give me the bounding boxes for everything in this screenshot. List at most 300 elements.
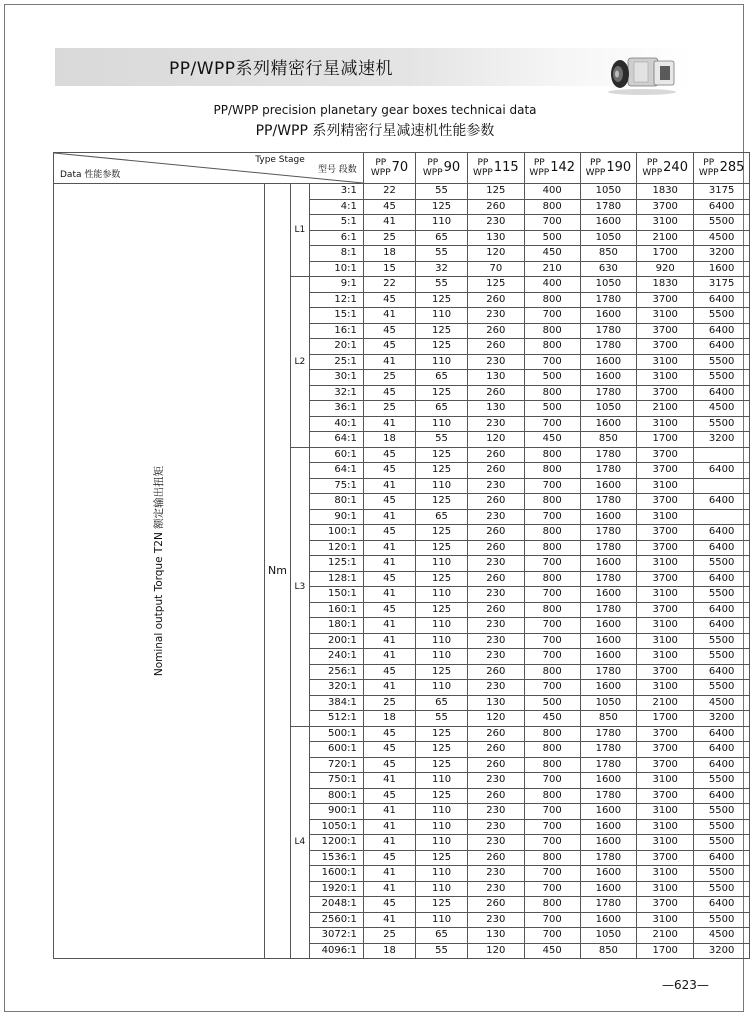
ratio-cell: 1200:1 [310, 835, 364, 851]
ratio-cell: 320:1 [310, 680, 364, 696]
torque-cell: 6400 [694, 494, 750, 510]
torque-cell: 230 [467, 912, 524, 928]
torque-cell: 1600 [580, 804, 637, 820]
torque-cell: 1600 [580, 773, 637, 789]
torque-cell: 1600 [580, 478, 637, 494]
torque-cell: 260 [467, 525, 524, 541]
torque-cell: 1600 [580, 556, 637, 572]
ratio-cell: 1920:1 [310, 881, 364, 897]
ratio-cell: 3072:1 [310, 928, 364, 944]
torque-cell: 800 [524, 897, 580, 913]
torque-cell: 230 [467, 773, 524, 789]
torque-cell: 3200 [694, 711, 750, 727]
torque-cell: 6400 [694, 540, 750, 556]
torque-cell: 41 [363, 618, 415, 634]
torque-cell: 45 [363, 602, 415, 618]
torque-cell: 1600 [580, 308, 637, 324]
torque-cell: 110 [416, 556, 468, 572]
torque-cell: 45 [363, 199, 415, 215]
torque-cell: 1050 [580, 230, 637, 246]
torque-cell: 130 [467, 695, 524, 711]
torque-cell: 3100 [637, 912, 694, 928]
torque-cell: 125 [416, 199, 468, 215]
torque-cell: 110 [416, 819, 468, 835]
torque-cell: 110 [416, 680, 468, 696]
ratio-cell: 80:1 [310, 494, 364, 510]
torque-cell: 1600 [580, 835, 637, 851]
torque-cell: 1780 [580, 494, 637, 510]
torque-cell: 3100 [637, 509, 694, 525]
torque-cell: 800 [524, 323, 580, 339]
torque-cell: 1600 [580, 587, 637, 603]
torque-cell: 41 [363, 215, 415, 231]
stage-cell [290, 184, 309, 277]
torque-cell: 260 [467, 726, 524, 742]
model-size: 115 [493, 160, 519, 175]
torque-cell: 125 [416, 447, 468, 463]
torque-cell: 125 [416, 540, 468, 556]
parameter-cell [54, 184, 265, 959]
torque-cell: 110 [416, 416, 468, 432]
torque-cell: 45 [363, 525, 415, 541]
torque-cell: 230 [467, 633, 524, 649]
torque-cell: 800 [524, 571, 580, 587]
torque-cell: 65 [416, 401, 468, 417]
torque-cell: 230 [467, 649, 524, 665]
torque-cell: 110 [416, 618, 468, 634]
torque-cell: 800 [524, 525, 580, 541]
torque-cell: 18 [363, 943, 415, 959]
torque-cell: 41 [363, 881, 415, 897]
torque-cell: 6400 [694, 339, 750, 355]
torque-cell: 6400 [694, 323, 750, 339]
torque-cell: 850 [580, 246, 637, 262]
torque-cell: 1780 [580, 897, 637, 913]
torque-cell: 1780 [580, 664, 637, 680]
torque-cell: 130 [467, 928, 524, 944]
torque-cell: 45 [363, 447, 415, 463]
torque-cell: 125 [416, 726, 468, 742]
torque-cell: 1600 [580, 354, 637, 370]
torque-cell: 6400 [694, 199, 750, 215]
torque-cell: 18 [363, 432, 415, 448]
unit-cell [265, 184, 290, 959]
torque-cell: 800 [524, 664, 580, 680]
torque-cell: 3100 [637, 866, 694, 882]
torque-cell: 800 [524, 850, 580, 866]
torque-cell: 5500 [694, 633, 750, 649]
torque-cell: 700 [524, 618, 580, 634]
ratio-cell: 12:1 [310, 292, 364, 308]
torque-cell: 41 [363, 835, 415, 851]
torque-cell: 230 [467, 416, 524, 432]
torque-cell: 700 [524, 804, 580, 820]
torque-cell: 2100 [637, 230, 694, 246]
torque-cell: 45 [363, 323, 415, 339]
torque-cell: 450 [524, 432, 580, 448]
model-size: 142 [550, 160, 576, 175]
ratio-cell: 64:1 [310, 432, 364, 448]
torque-cell: 1700 [637, 246, 694, 262]
torque-cell: 1780 [580, 757, 637, 773]
torque-cell: 450 [524, 943, 580, 959]
ratio-cell: 900:1 [310, 804, 364, 820]
torque-cell: 500 [524, 230, 580, 246]
torque-cell: 230 [467, 556, 524, 572]
torque-cell: 4500 [694, 230, 750, 246]
stage-cell [290, 277, 309, 448]
torque-cell: 260 [467, 494, 524, 510]
torque-cell: 700 [524, 835, 580, 851]
ratio-cell: 60:1 [310, 447, 364, 463]
model-prefix-wpp: WPP [473, 168, 493, 178]
model-prefix-wpp: WPP [370, 168, 391, 178]
torque-cell: 125 [416, 323, 468, 339]
torque-cell: 3700 [637, 494, 694, 510]
torque-cell: 1600 [580, 866, 637, 882]
torque-cell: 230 [467, 819, 524, 835]
torque-cell: 800 [524, 447, 580, 463]
model-size: 240 [663, 160, 688, 175]
torque-cell: 120 [467, 943, 524, 959]
torque-cell: 125 [416, 788, 468, 804]
stage-cell [290, 726, 309, 959]
unit-label: Nm [268, 564, 287, 577]
model-header [364, 158, 415, 178]
page-number: —623— [662, 978, 709, 992]
torque-cell: 5500 [694, 680, 750, 696]
torque-cell: 3100 [637, 773, 694, 789]
torque-cell: 110 [416, 881, 468, 897]
torque-cell: 3100 [637, 556, 694, 572]
torque-cell: 45 [363, 339, 415, 355]
torque-cell: 1050 [580, 695, 637, 711]
model-prefix-pp: PP [477, 158, 489, 168]
torque-cell: 41 [363, 866, 415, 882]
torque-cell: 110 [416, 804, 468, 820]
torque-cell: 6400 [694, 463, 750, 479]
ratio-cell: 160:1 [310, 602, 364, 618]
torque-cell: 25 [363, 230, 415, 246]
model-prefix-pp: PP [703, 158, 715, 168]
torque-cell: 6400 [694, 385, 750, 401]
ratio-cell: 1536:1 [310, 850, 364, 866]
ratio-cell: 1050:1 [310, 819, 364, 835]
ratio-cell: 15:1 [310, 308, 364, 324]
torque-cell: 800 [524, 540, 580, 556]
ratio-cell: 2048:1 [310, 897, 364, 913]
torque-cell: 1780 [580, 788, 637, 804]
torque-cell: 260 [467, 742, 524, 758]
torque-cell: 1780 [580, 385, 637, 401]
torque-cell: 3100 [637, 478, 694, 494]
torque-cell: 230 [467, 478, 524, 494]
torque-cell: 260 [467, 385, 524, 401]
subtitle-english: PP/WPP precision planetary gear boxes technicai data [213, 103, 537, 117]
torque-cell: 5500 [694, 308, 750, 324]
torque-cell: 130 [467, 230, 524, 246]
torque-cell: 260 [467, 602, 524, 618]
torque-cell: 5500 [694, 773, 750, 789]
torque-cell: 41 [363, 912, 415, 928]
torque-cell: 41 [363, 587, 415, 603]
torque-cell: 41 [363, 633, 415, 649]
torque-cell: 110 [416, 587, 468, 603]
model-header [694, 158, 749, 178]
ratio-cell: 6:1 [310, 230, 364, 246]
torque-cell: 230 [467, 587, 524, 603]
torque-cell: 1780 [580, 463, 637, 479]
torque-cell: 1050 [580, 401, 637, 417]
torque-cell: 125 [416, 664, 468, 680]
model-size: 190 [606, 160, 632, 175]
torque-cell: 130 [467, 370, 524, 386]
torque-cell: 700 [524, 819, 580, 835]
torque-cell: 5500 [694, 354, 750, 370]
torque-cell: 1600 [580, 509, 637, 525]
torque-cell: 230 [467, 866, 524, 882]
type-stage-label: Type Stage [255, 155, 305, 165]
torque-cell: 65 [416, 370, 468, 386]
torque-cell: 6400 [694, 525, 750, 541]
torque-cell: 110 [416, 478, 468, 494]
torque-cell: 15 [363, 261, 415, 277]
torque-cell: 45 [363, 788, 415, 804]
torque-cell: 1780 [580, 447, 637, 463]
torque-cell: 41 [363, 680, 415, 696]
torque-cell: 45 [363, 726, 415, 742]
torque-cell: 3700 [637, 664, 694, 680]
model-header [525, 158, 580, 178]
torque-cell: 4500 [694, 928, 750, 944]
torque-cell: 1700 [637, 432, 694, 448]
torque-cell: 260 [467, 292, 524, 308]
torque-cell: 125 [416, 742, 468, 758]
torque-cell: 45 [363, 385, 415, 401]
torque-cell: 6400 [694, 850, 750, 866]
torque-cell: 125 [416, 292, 468, 308]
model-prefix-pp: PP [646, 158, 658, 168]
ratio-cell: 20:1 [310, 339, 364, 355]
ratio-cell: 100:1 [310, 525, 364, 541]
torque-cell: 3700 [637, 463, 694, 479]
model-prefix-pp: PP [590, 158, 601, 168]
torque-cell: 230 [467, 804, 524, 820]
torque-cell: 120 [467, 711, 524, 727]
ratio-cell: 125:1 [310, 556, 364, 572]
torque-cell: 3200 [694, 943, 750, 959]
torque-cell: 260 [467, 199, 524, 215]
torque-cell: 700 [524, 478, 580, 494]
model-size: 70 [391, 160, 409, 175]
torque-cell: 55 [416, 277, 468, 293]
torque-cell: 1050 [580, 184, 637, 200]
torque-cell: 5500 [694, 416, 750, 432]
torque-cell: 450 [524, 711, 580, 727]
torque-cell: 45 [363, 757, 415, 773]
torque-cell: 800 [524, 339, 580, 355]
torque-cell: 6400 [694, 788, 750, 804]
torque-cell: 1600 [580, 633, 637, 649]
torque-cell: 22 [363, 277, 415, 293]
torque-cell: 6400 [694, 571, 750, 587]
ratio-cell: 500:1 [310, 726, 364, 742]
torque-cell: 45 [363, 463, 415, 479]
torque-cell: 6400 [694, 897, 750, 913]
torque-cell: 1600 [580, 819, 637, 835]
model-prefix [642, 158, 662, 178]
torque-cell: 5500 [694, 912, 750, 928]
model-header [581, 158, 637, 178]
torque-cell: 2100 [637, 928, 694, 944]
torque-cell: 3700 [637, 850, 694, 866]
torque-cell: 3700 [637, 757, 694, 773]
gearbox-product-image [602, 52, 682, 96]
torque-cell: 3100 [637, 308, 694, 324]
model-prefix [473, 158, 493, 178]
model-prefix [529, 158, 549, 178]
torque-cell: 260 [467, 850, 524, 866]
torque-cell: 1780 [580, 571, 637, 587]
model-prefix-wpp: WPP [529, 168, 550, 178]
torque-cell: 260 [467, 540, 524, 556]
torque-cell: 1050 [580, 928, 637, 944]
model-prefix-wpp: WPP [422, 168, 443, 178]
torque-cell: 55 [416, 184, 468, 200]
torque-cell: 41 [363, 308, 415, 324]
torque-cell: 22 [363, 184, 415, 200]
stage-cell [290, 447, 309, 726]
torque-cell: 800 [524, 463, 580, 479]
torque-cell: 125 [416, 602, 468, 618]
ratio-cell: 75:1 [310, 478, 364, 494]
torque-cell: 3700 [637, 292, 694, 308]
ratio-cell: 36:1 [310, 401, 364, 417]
torque-cell: 3200 [694, 432, 750, 448]
torque-cell: 850 [580, 432, 637, 448]
torque-cell: 55 [416, 943, 468, 959]
banner-title: PP/WPP系列精密行星减速机 [169, 59, 394, 79]
torque-cell: 1600 [580, 370, 637, 386]
torque-cell: 3100 [637, 804, 694, 820]
torque-cell: 45 [363, 897, 415, 913]
torque-cell: 3700 [637, 323, 694, 339]
torque-cell: 4500 [694, 695, 750, 711]
torque-cell: 45 [363, 494, 415, 510]
ratio-cell: 30:1 [310, 370, 364, 386]
torque-cell: 700 [524, 773, 580, 789]
torque-cell: 45 [363, 292, 415, 308]
torque-cell: 3100 [637, 649, 694, 665]
torque-cell: 1780 [580, 199, 637, 215]
ratio-cell: 150:1 [310, 587, 364, 603]
torque-cell: 1780 [580, 525, 637, 541]
ratio-cell: 3:1 [310, 184, 364, 200]
torque-cell: 6400 [694, 618, 750, 634]
model-prefix-pp: PP [375, 158, 387, 168]
torque-cell: 55 [416, 246, 468, 262]
model-prefix [371, 158, 391, 178]
torque-cell: 3100 [637, 819, 694, 835]
ratio-cell: 90:1 [310, 509, 364, 525]
torque-cell [694, 447, 750, 463]
subtitle-chinese: PP/WPP 系列精密行星减速机性能参数 [255, 123, 495, 139]
torque-cell: 1780 [580, 323, 637, 339]
torque-cell [694, 509, 750, 525]
torque-cell: 2100 [637, 401, 694, 417]
torque-cell: 260 [467, 463, 524, 479]
torque-cell: 260 [467, 447, 524, 463]
torque-cell: 41 [363, 416, 415, 432]
torque-cell: 65 [416, 509, 468, 525]
torque-cell: 230 [467, 881, 524, 897]
torque-cell: 3100 [637, 416, 694, 432]
ratio-cell: 25:1 [310, 354, 364, 370]
torque-cell: 1780 [580, 850, 637, 866]
torque-cell: 110 [416, 354, 468, 370]
torque-cell: 3100 [637, 633, 694, 649]
torque-cell: 3700 [637, 726, 694, 742]
type-stage-label-cn: 型号 段数 [317, 165, 357, 175]
torque-cell: 18 [363, 711, 415, 727]
torque-cell: 850 [580, 711, 637, 727]
torque-cell: 110 [416, 649, 468, 665]
torque-cell: 1600 [580, 912, 637, 928]
torque-cell: 18 [363, 246, 415, 262]
torque-cell: 3175 [694, 277, 750, 293]
torque-cell: 500 [524, 695, 580, 711]
torque-cell: 210 [524, 261, 580, 277]
torque-cell: 700 [524, 308, 580, 324]
torque-cell: 260 [467, 664, 524, 680]
torque-cell: 3700 [637, 385, 694, 401]
torque-cell: 1600 [580, 618, 637, 634]
model-header-cell [467, 153, 524, 184]
torque-cell: 1600 [580, 215, 637, 231]
torque-cell: 110 [416, 866, 468, 882]
ratio-cell: 256:1 [310, 664, 364, 680]
model-header-cell [363, 153, 415, 184]
torque-cell: 5500 [694, 804, 750, 820]
torque-cell: 5500 [694, 556, 750, 572]
model-prefix-pp: PP [533, 158, 545, 168]
torque-cell: 1780 [580, 726, 637, 742]
torque-cell: 45 [363, 571, 415, 587]
torque-cell: 1050 [580, 277, 637, 293]
torque-cell: 3700 [637, 447, 694, 463]
torque-cell: 230 [467, 509, 524, 525]
ratio-cell: 4:1 [310, 199, 364, 215]
torque-cell [694, 478, 750, 494]
torque-cell: 1830 [637, 184, 694, 200]
model-header-cell [416, 153, 468, 184]
torque-cell: 700 [524, 556, 580, 572]
table-header-row [54, 153, 750, 184]
torque-cell: 3100 [637, 618, 694, 634]
torque-cell: 125 [416, 757, 468, 773]
torque-cell: 230 [467, 308, 524, 324]
torque-cell: 700 [524, 354, 580, 370]
ratio-cell: 10:1 [310, 261, 364, 277]
torque-cell: 5500 [694, 881, 750, 897]
torque-cell: 5500 [694, 587, 750, 603]
torque-cell: 45 [363, 664, 415, 680]
torque-cell: 125 [416, 339, 468, 355]
torque-cell: 41 [363, 354, 415, 370]
torque-cell: 3700 [637, 788, 694, 804]
ratio-cell: 800:1 [310, 788, 364, 804]
torque-cell: 125 [416, 385, 468, 401]
